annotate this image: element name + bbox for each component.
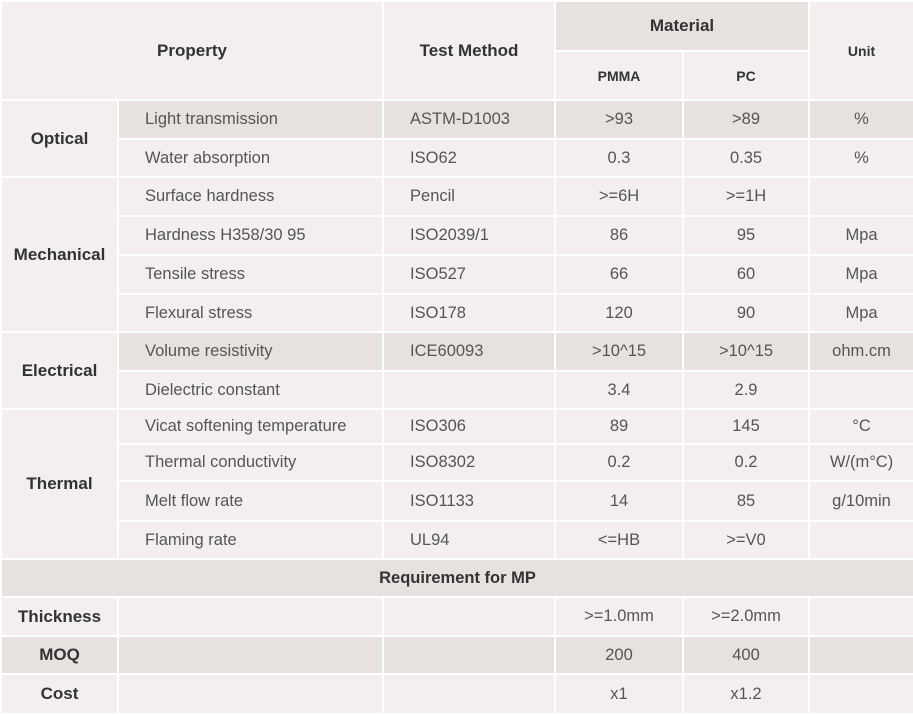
header-material: Material <box>555 1 809 51</box>
property-cell: Tensile stress <box>118 255 383 294</box>
table-row <box>1 216 913 255</box>
property-cell: Dielectric constant <box>118 371 383 409</box>
unit-cell: W/(m°C) <box>809 444 913 481</box>
empty-cell <box>383 636 555 674</box>
property-cell: Light transmission <box>118 100 383 139</box>
unit-cell <box>809 371 913 409</box>
unit-cell: Mpa <box>809 216 913 255</box>
pmma-cell: 200 <box>555 636 683 674</box>
group-thermal: Thermal <box>1 409 118 559</box>
property-cell: Thermal conductivity <box>118 444 383 481</box>
table-row <box>1 255 913 294</box>
table-row <box>1 139 913 177</box>
pmma-cell: 66 <box>555 255 683 294</box>
empty-cell <box>809 674 913 714</box>
method-cell: ASTM-D1003 <box>383 100 555 139</box>
method-cell: UL94 <box>383 521 555 559</box>
method-cell <box>383 371 555 409</box>
pc-cell: >=V0 <box>683 521 809 559</box>
unit-cell: Mpa <box>809 294 913 332</box>
table-row <box>1 521 913 559</box>
pc-cell: 0.2 <box>683 444 809 481</box>
method-cell: ISO527 <box>383 255 555 294</box>
pmma-cell: <=HB <box>555 521 683 559</box>
pc-cell: 145 <box>683 409 809 444</box>
table-row <box>1 481 913 521</box>
header-pmma: PMMA <box>555 51 683 100</box>
unit-cell: % <box>809 100 913 139</box>
property-cell: Hardness H358/30 95 <box>118 216 383 255</box>
table-row <box>1 294 913 332</box>
table-row <box>1 371 913 409</box>
property-cell: Flaming rate <box>118 521 383 559</box>
unit-cell: Mpa <box>809 255 913 294</box>
header-unit: Unit <box>809 1 913 100</box>
method-cell: ISO8302 <box>383 444 555 481</box>
requirement-title: Requirement for MP <box>1 559 913 597</box>
unit-cell: g/10min <box>809 481 913 521</box>
empty-cell <box>118 597 383 636</box>
empty-cell <box>118 674 383 714</box>
method-cell: ISO306 <box>383 409 555 444</box>
table-row <box>1 100 913 139</box>
pc-cell: 400 <box>683 636 809 674</box>
empty-cell <box>383 597 555 636</box>
property-cell: Water absorption <box>118 139 383 177</box>
pc-cell: >=2.0mm <box>683 597 809 636</box>
table-row <box>1 409 913 444</box>
method-cell: ISO178 <box>383 294 555 332</box>
empty-cell <box>383 674 555 714</box>
table-row <box>1 597 913 636</box>
group-mechanical: Mechanical <box>1 177 118 332</box>
pmma-cell: 89 <box>555 409 683 444</box>
pc-cell: x1.2 <box>683 674 809 714</box>
empty-cell <box>809 636 913 674</box>
pmma-cell: 0.2 <box>555 444 683 481</box>
method-cell: ICE60093 <box>383 332 555 371</box>
pmma-cell: >=1.0mm <box>555 597 683 636</box>
requirement-label: Thickness <box>1 597 118 636</box>
requirement-label: Cost <box>1 674 118 714</box>
pc-cell: 95 <box>683 216 809 255</box>
unit-cell <box>809 177 913 216</box>
group-electrical: Electrical <box>1 332 118 409</box>
pc-cell: 85 <box>683 481 809 521</box>
pc-cell: 2.9 <box>683 371 809 409</box>
property-cell: Vicat softening temperature <box>118 409 383 444</box>
table-row <box>1 636 913 674</box>
pc-cell: 0.35 <box>683 139 809 177</box>
method-cell: Pencil <box>383 177 555 216</box>
header-test-method: Test Method <box>383 1 555 100</box>
pmma-cell: 3.4 <box>555 371 683 409</box>
unit-cell: °C <box>809 409 913 444</box>
property-cell: Melt flow rate <box>118 481 383 521</box>
method-cell: ISO1133 <box>383 481 555 521</box>
property-cell: Flexural stress <box>118 294 383 332</box>
pmma-cell: 120 <box>555 294 683 332</box>
unit-cell: ohm.cm <box>809 332 913 371</box>
unit-cell <box>809 521 913 559</box>
pmma-cell: x1 <box>555 674 683 714</box>
empty-cell <box>118 636 383 674</box>
empty-cell <box>809 597 913 636</box>
pc-cell: >=1H <box>683 177 809 216</box>
pmma-cell: >93 <box>555 100 683 139</box>
method-cell: ISO62 <box>383 139 555 177</box>
method-cell: ISO2039/1 <box>383 216 555 255</box>
pc-cell: >10^15 <box>683 332 809 371</box>
property-cell: Surface hardness <box>118 177 383 216</box>
pmma-cell: >10^15 <box>555 332 683 371</box>
pc-cell: 60 <box>683 255 809 294</box>
pmma-cell: >=6H <box>555 177 683 216</box>
table-row <box>1 177 913 216</box>
property-cell: Volume resistivity <box>118 332 383 371</box>
pmma-cell: 86 <box>555 216 683 255</box>
table-row <box>1 444 913 481</box>
unit-cell: % <box>809 139 913 177</box>
header-pc: PC <box>683 51 809 100</box>
pmma-cell: 0.3 <box>555 139 683 177</box>
pc-cell: 90 <box>683 294 809 332</box>
table-row <box>1 674 913 714</box>
group-optical: Optical <box>1 100 118 177</box>
pc-cell: >89 <box>683 100 809 139</box>
requirement-label: MOQ <box>1 636 118 674</box>
table-row <box>1 332 913 371</box>
header-property: Property <box>1 1 383 100</box>
pmma-cell: 14 <box>555 481 683 521</box>
